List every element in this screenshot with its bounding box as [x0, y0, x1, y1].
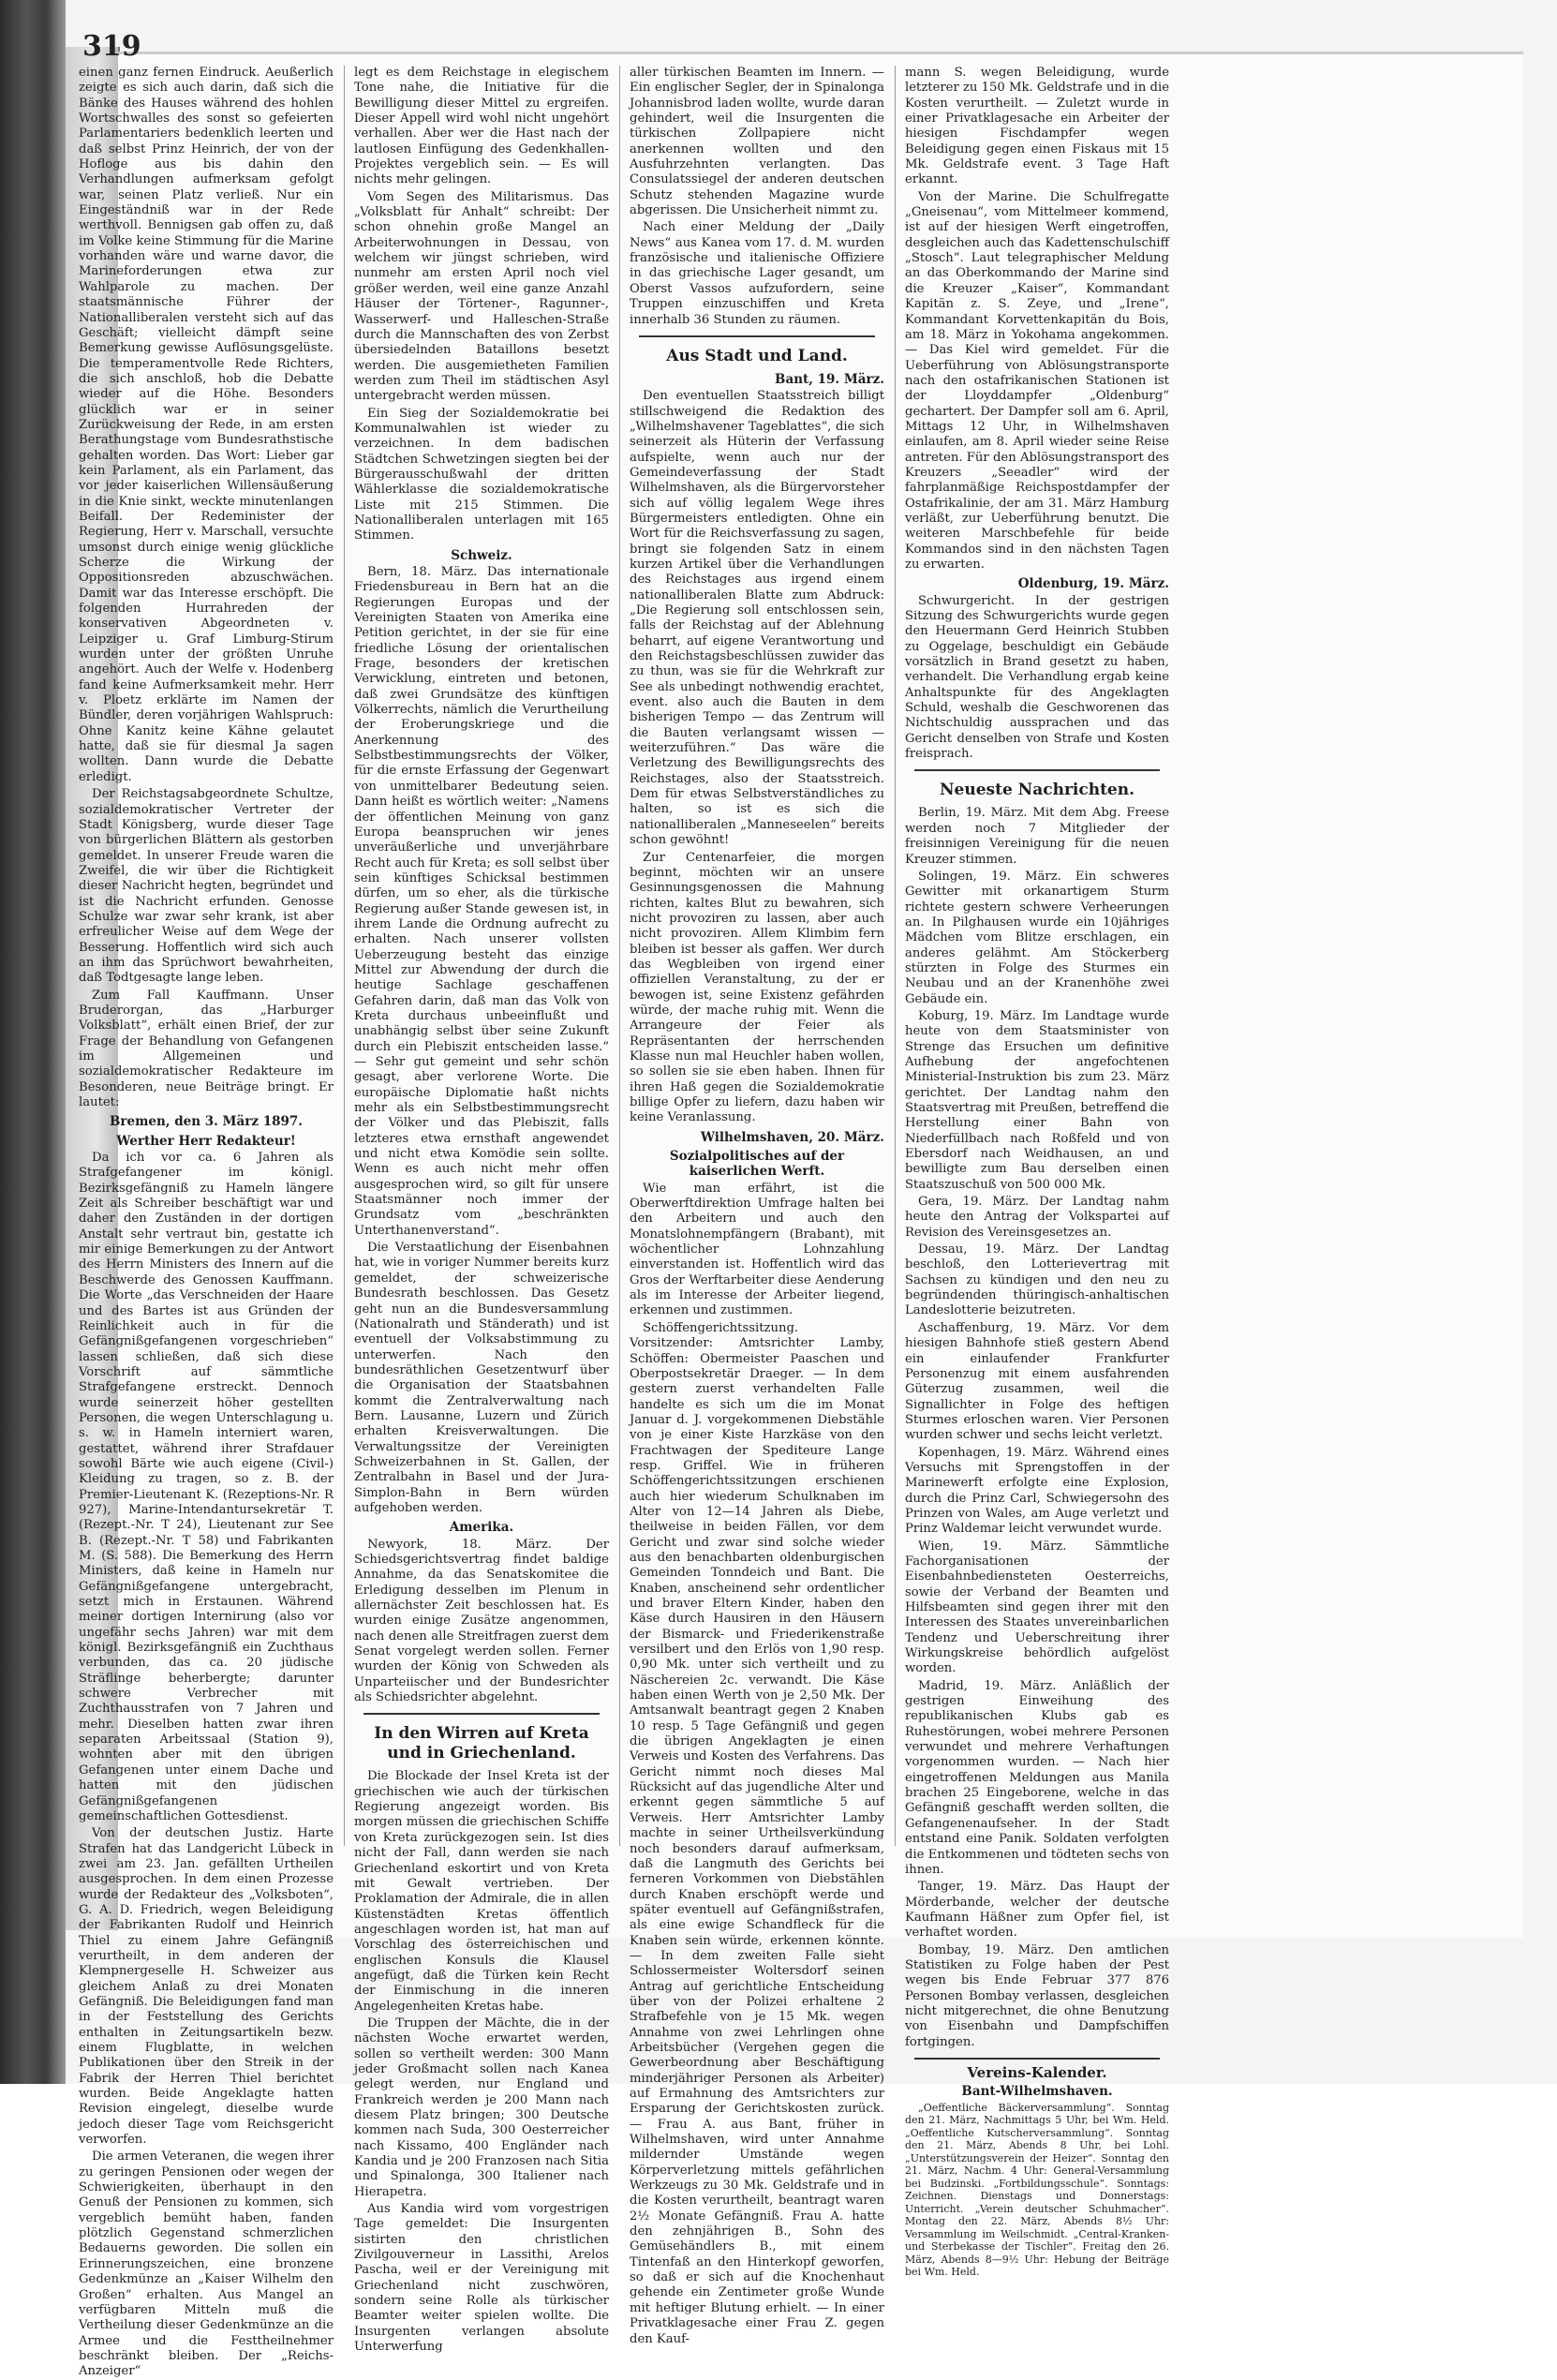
article-paragraph: Wie man erfährt, ist die Oberwerftdirektion Umfrage halten bei den Arbeitern und auch den Monatslohnempfängern (Brabant), mit wöchentlicher Lohnzahlung einverstanden ist. Hoffentlich wird das Gros der Werftarbeiter diese Aenderung als im Interesse der Arbeiter liegend, erkennen und zustimmen.: [630, 1181, 884, 1318]
article-paragraph: Vom Segen des Militarismus. Das „Volksblatt für Anhalt“ schreibt: Der schon ohnehin große Mangel an Arbeiterwohnungen in Dessau, von welchem wir jüngst schrieben, wird nunmehr am ersten April noch viel größer werden, weil eine ganze Anzahl Häuser der Törtener-, Ragunner-, Wasserwerf- und Halleschen-Straße durch die Mannschaften des von Zerbst übersiedelnden Bataillons besetzt werden. Die ausgemietheten Familien werden zum Theil im städtischen Asyl untergebracht werden müssen.: [354, 189, 609, 404]
letter-dateline: Bremen, den 3. März 1897.: [110, 1114, 303, 1130]
article-paragraph: Die Truppen der Mächte, die in der nächsten Woche erwartet werden, sollen so vertheilt werden: 300 Mann jeder Großmacht sollen nach Kanea gelegt werden, nur England und Frankreich werden je 200 Mann nach diesem Platz bringen; 300 Deutsche kommen nach Suda, 300 Oesterreicher nach Kissamo, 400 Engländer nach Kandia und je 200 Franzosen nach Sitia und Spinalonga, 300 Italiener nach Hierapetra.: [354, 2016, 609, 2199]
news-item: Madrid, 19. März. Anläßlich der gestrigen Einweihung des republikanischen Klubs gab es Ruhestörungen, wobei mehrere Personen verwundet und mehrere Verhaftungen vorgenommen wurden. — Nach hier eingetroffenen Meldungen aus Manila brachen 25 Eingeborene, welche in das Gefängniß geschafft werden sollten, die Gefangenenaufseher. In der Stadt entstand eine Panik. Soldaten verfolgten die Entkommenen und tödteten sechs von ihnen.: [905, 1678, 1169, 1877]
divider: [363, 1713, 600, 1715]
article-paragraph: Zum Fall Kauffmann. Unser Bruderorgan, das „Harburger Volksblatt“, erhält einen Brief, der zur Frage der Behandlung von Gefangenen im Allgemeinen und sozialdemokratischer Redakteure im Besonderen, neue Beiträge bringt. Er lautet:: [79, 988, 334, 1110]
calendar-entries: „Oeffentliche Bäckerversammlung“. Sonntag den 21. März, Nachmittags 5 Uhr, bei Wm. Held. „Oeffentliche Kutscherversammlung“. Sonntag den 21. März, Abends 8 Uhr, bei Lohl. „Unterstützungsverein der Heizer“. Sonntag den 21. März, Nachm. 4 Uhr: General-Versammlung bei Budzinski. „Fortbildungsschule“. Sonntags: Zeichnen. Dienstags und Donnerstags: Unterricht. „Verein deutscher Schuhmacher“. Montag den 22. März, Abends 8½ Uhr: Versammlung im Weilschmidt. „Central-Kranken- und Sterbekasse der Tischler“. Freitag den 26. März, Abends 8—9½ Uhr: Hebung der Beiträge bei Wm. Held.: [905, 2101, 1169, 2279]
column-rule: [619, 66, 620, 1846]
divider: [914, 769, 1160, 771]
article-paragraph: legt es dem Reichstage in elegischem Tone nahe, die Initiative für die Bewilligung dieser Mittel zu ergreifen. Dieser Appell wird wohl nicht ungehört verhallen. Aber wer die Hast nach der lautlosen Einfügung des Gedenkhallen-Projektes vergeblich sein. — Es will nichts mehr gelingen.: [354, 66, 609, 187]
article-paragraph: Der Reichstagsabgeordnete Schultze, sozialdemokratischer Vertreter der Stadt Königsberg, wurde dieser Tage von bürgerlichen Blättern als gestorben gemeldet. In unserer Freude waren die Zweifel, die wir über die Richtigkeit dieser Nachricht hegten, begründet und ist die Nachricht erfunden. Genosse Schulze war zwar sehr krank, ist aber erfreulicher Weise auf dem Wege der Besserung. Hoffentlich wird sich auch an ihm das Sprüchwort bewahrheiten, daß Todtgesagte lange leben.: [79, 787, 334, 986]
subheading: Sozialpolitisches auf der kaiserlichen Werft.: [669, 1149, 845, 1180]
article-paragraph: Newyork, 18. März. Der Schiedsgerichtsvertrag findet baldige Annahme, da das Senatskomitee die Erledigung desselben im Plenum in allernächster Zeit beschlossen hat. Es wurden einige Zusätze angenommen, nach denen alle Streitfragen zuerst dem Senat vorgelegt werden sollen. Ferner wurden der König von Schweden als Unparteiischer und der Bundesrichter als Schiedsrichter abgelehnt.: [354, 1537, 609, 1705]
calendar-heading: Vereins-Kalender.: [967, 2063, 1107, 2081]
section-headline: Aus Stadt und Land.: [666, 346, 848, 365]
letter-salutation: Werther Herr Redakteur!: [116, 1133, 296, 1149]
column-1: [79, 66, 334, 2379]
article-paragraph: Bern, 18. März. Das internationale Friedensbureau in Bern hat an die Regierungen Europas und der Vereinigten Staaten von Amerika eine Petition gerichtet, in der sie für eine friedliche Lösung der orientalischen Frage, besonders der kretischen Verwicklung, eintreten und betonen, daß zwei Grundsätze des künftigen Völkerrechts, nämlich die Verurtheilung der Eroberungskriege und die Anerkennung des Selbstbestimmungsrechts der Völker, für die ernste Erfassung der Gegenwart von unmittelbarer Bedeutung seien. Dann heißt es wörtlich weiter: „Namens der öffentlichen Meinung von ganz Europa beanspruchen wir jenes unveräußerliche und unverjährbare Recht auch für Kreta; es soll selbst über sein künftiges Schicksal bestimmen dürfen, um so eher, als die türkische Regierung außer Stande gewesen ist, in ihrem Lande die Ordnung aufrecht zu erhalten. Nach unserer vollsten Ueberzeugung besteht das einzige Mittel zur Abwendung der durch die heutige Sachlage geschaffenen Gefahren darin, daß man das Volk von Kreta durchaus unbeeinflußt und unabhängig selbst über seine Zukunft durch ein Plebiszit entscheiden lasse.“ — Sehr gut gemeint und sehr schön gesagt, aber verlorene Worte. Die europäische Diplomatie haßt nichts mehr als ein Selbstbestimmungsrecht der Völker und das Plebiszit, falls letzteres etwa ernsthaft angewendet und nicht etwa Komödie sein sollte. Wenn es auch nicht mehr offen ausgesprochen wird, so gilt für unsere Staatsmänner noch immer der Grundsatz vom „beschränkten Unterthanenverstand“.: [354, 565, 609, 1238]
article-paragraph: Zur Centenarfeier, die morgen beginnt, möchten wir an unsere Gesinnungsgenossen die Mahnung richten, kaltes Blut zu bewahren, sich nicht provoziren zu lassen, aber auch nicht provoziren. Allem Klimbim fern bleiben ist besser als gaffen. Wer durch das Wegbleiben von irgend einer offiziellen Veranstaltung, zu der er bewogen ist, seine Existenz gefährden würde, der mache ruhig mit. Wenn die Arrangeure der Feier als Repräsentanten der herrschenden Klasse nun mal Heuchler haben wollen, so sollen sie sie eben haben. Ihnen für ihren Haß gegen die Sozialdemokratie billige Opfer zu liefern, dazu haben wir keine Veranlassung.: [630, 850, 884, 1125]
news-item: Koburg, 19. März. Im Landtage wurde heute von dem Staatsminister von Strenge das Ersuchen um definitive Aufhebung der angefochtenen Ministerial-Instruktion bis zum 23. März gerichtet. Der Landtag nahm den Staatsvertrag mit Preußen, betreffend die Herstellung einer Bahn von Niederfüllbach nach Roßfeld und von Ebersdorf nach Weidhausen, an und bewilligte zum Bau derselben einen Staatszuschuß von 500 000 Mk.: [905, 1008, 1169, 1192]
column-3: [630, 66, 884, 2346]
divider: [639, 335, 875, 337]
article-paragraph: aller türkischen Beamten im Innern. — Ein englischer Segler, der in Spinalonga Johannisbrod laden wollte, wurde daran gehindert, weil die Insurgenten die türkischen Zollpapiere nicht anerkennen wollten und den Ausfuhrzehnten verlangten. Das Consulatssiegel der anderen deutschen Schutz stehenden Magazine wurde abgerissen. Die Unsicherheit nimmt zu.: [630, 66, 884, 218]
divider: [914, 2058, 1160, 2060]
section-heading: Amerika.: [449, 1520, 514, 1536]
news-item: Tanger, 19. März. Das Haupt der Mörderbande, welcher der deutsche Kaufmann Häßner zum Opfer fiel, ist verhaftet worden.: [905, 1880, 1169, 1941]
page-number: 319: [82, 30, 141, 63]
dateline: Oldenburg, 19. März.: [1017, 576, 1169, 592]
section-heading: Schweiz.: [451, 547, 512, 563]
article-paragraph: Den eventuellen Staatsstreich billigt stillschweigend die Redaktion des „Wilhelmshavener Tageblattes“, die sich seinerzeit als Hüterin der Verfassung aufspielte, wenn auch nur der Gemeindeverfassung der Stadt Wilhelmshaven, als die Bürgervorsteher sich auf völlig legalem Wege ihres Bürgermeisters entledigten. Ohne ein Wort für die Reichsverfassung zu sagen, bringt sie folgenden Satz in einem kurzen Artikel über die Verhandlungen des Reichstages aus irgend einem nationalliberalen Blatte zum Abdruck: „Die Regierung soll entschlossen sein, falls der Reichstag auf der Ablehnung beharrt, auf eigene Verantwortung und den Reichstagsbeschlüssen zuwider das zu thun, was sie für die Wehrkraft zur See als unbedingt nothwendig erachtet, event. also auch die Bauten in dem bisherigen Tempo — das Zentrum will die Bauten verlangsamt wissen — weiterzuführen.“ Das wäre die Verletzung des Bewilligungsrechts des Reichstages, also der Staatsstreich. Dem für etwas Selbstverständliches zu halten, so ist es sich die nationalliberalen „Manneseelen“ bereits schon gewöhnt!: [630, 389, 884, 848]
section-headline: Neueste Nachrichten.: [939, 781, 1135, 800]
column-rule: [344, 66, 345, 1846]
article-paragraph: Schöffengerichtssitzung. Vorsitzender: Amtsrichter Lamby, Schöffen: Obermeister Paaschen und Oberpostsekretär Draeger. — In dem gestern zuerst verhandelten Falle handelte es sich um die im Monat Januar d. J. vorgekommenen Diebstähle von je einer Kiste Harzkäse von den Frachtwagen der Spediteure Lange resp. Griffel. Wie in früheren Schöffengerichtssitzungen erschienen auch hier wiederum Schulknaben im Alter von 12—14 Jahren als Diebe, theilweise in beiden Fällen, vor dem Gericht und zwar sind solche wieder aus den benachbarten oldenburgischen Gemeinden Tonndeich und Bant. Die Knaben, anscheinend sehr ordentlicher und braver Eltern Kinder, haben den Käse durch Hausiren in den Häusern der Bismarck- und Friederikenstraße versilbert und den Erlös von 1,90 resp. 0,90 Mk. unter sich vertheilt und zu Näschereien 2c. verwandt. Die Käse haben einen Werth von je 2,50 Mk. Der Amtsanwalt beantragt gegen 2 Knaben 10 resp. 5 Tage Gefängniß und gegen die übrigen Angeklagten je einen Verweis und Kosten des Verfahrens. Das Gericht nimmt noch dieses Mal Rücksicht auf das jugendliche Alter und erkennt gegen sämmtliche 5 auf Verweis. Herr Amtsrichter Lamby machte in seiner Urtheilsverkündung noch besonders darauf aufmerksam, daß die Langmuth des Gerichts bei ferneren Vorkommen von Diebstählen durch Knaben erschöpft werde und später eventuell auf Gefängnißstrafen, als eine ewige Schandfleck für die Knaben sein würde, erkennen könnte. — In dem zweiten Falle sieht Schlossermeister Woltersdorf seinen Antrag auf gerichtliche Entscheidung über von der Polizei erhaltene 2 Strafbefehle von je 15 Mk. wegen Annahme von zwei Lehrlingen ohne Arbeitsbücher (Vergehen gegen die Gewerbeordnung aber Beschäftigung minderjähriger Personen als Arbeiter) auf Ermahnung des Amtsrichters zur Ersparung der Gerichtskosten zurück. — Frau A. aus Bant, früher in Wilhelmshaven, wird unter Annahme mildernder Umstände wegen Körperverletzung mittels gefährlichen Werkzeugs zu 30 Mk. Geldstrafe und in die Kosten verurtheilt, beantragt waren 2½ Monate Gefängniß. Frau A. hatte den zehnjährigen B., Sohn des Gemüsehändlers B., mit einem Tintenfaß an den Hinterkopf geworfen, so daß er sich auf die Knochenhaut gehende ein Zentimeter große Wunde mit heftiger Blutung erhielt. — In einer Privatklagesache einer Frau Z. gegen den Kauf-: [630, 1320, 884, 2346]
dateline: Bant, 19. März.: [775, 371, 884, 387]
calendar-subheading: Bant-Wilhelmshaven.: [961, 2084, 1113, 2100]
column-2: [354, 66, 609, 2355]
article-paragraph: Die armen Veteranen, die wegen ihrer zu geringen Pensionen oder wegen der Schwierigkeiten, überhaupt in den Genuß der Pensionen zu kommen, sich vergeblich bemüht haben, fanden plötzlich Gegenstand schmerzlichen Bedauerns geworden. Die sollen ein Erinnerungszeichen, eine bronzene Gedenkmünze an „Kaiser Wilhelm den Großen“ erhalten. Aus Mangel an verfügbaren Mitteln muß die Vertheilung dieser Gedenkmünze an die Armee und die Festtheilnehmer beschränkt bleiben. Der „Reichs-Anzeiger“: [79, 2149, 334, 2379]
news-item: Kopenhagen, 19. März. Während eines Versuchs mit Sprengstoffen in der Marinewerft erfolgte eine Explosion, durch die Prinz Carl, Schwiegersohn des Prinzen von Wales, am Auge verletzt und Prinz Waldemar leicht verwundet wurde.: [905, 1445, 1169, 1537]
article-paragraph: Ein Sieg der Sozialdemokratie bei Kommunalwahlen ist wieder zu verzeichnen. In dem badischen Städtchen Schwetzingen siegten bei der Bürgerausschußwahl der dritten Wählerklasse die sozialdemokratische Liste mit 215 Stimmen. Die Nationalliberalen unterlagen mit 165 Stimmen.: [354, 406, 609, 543]
article-paragraph: Schwurgericht. In der gestrigen Sitzung des Schwurgerichts wurde gegen den Heuermann Gerd Heinrich Stubben zu Oggelage, beschuldigt ein Gebäude vorsätzlich in Brand gesetzt zu haben, verhandelt. Die Verhandlung ergab keine Anhaltspunkte für des Angeklagten Schuld, weshalb die Geschworenen das Nichtschuldig aussprachen und das Gericht denselben von Strafe und Kosten freisprach.: [905, 593, 1169, 762]
news-item: Aschaffenburg, 19. März. Vor dem hiesigen Bahnhofe stieß gestern Abend ein einlaufender Frankfurter Personenzug mit einem ausfahrenden Güterzug zusammen, weil die Signallichter in Folge des heftigen Sturmes erloschen waren. Vier Personen wurden schwer und sechs leicht verletzt.: [905, 1320, 1169, 1443]
news-item: Gera, 19. März. Der Landtag nahm heute den Antrag der Volkspartei auf Revision des Vereinsgesetzes an.: [905, 1195, 1169, 1240]
article-paragraph: mann S. wegen Beleidigung, wurde letzterer zu 150 Mk. Geldstrafe und in die Kosten verurtheilt. — Zuletzt wurde in einer Privatklagesache ein Arbeiter der hiesigen Fischdampfer wegen Beleidigung gegen einen Fiskaus mit 15 Mk. Geldstrafe event. 3 Tage Haft erkannt.: [905, 66, 1169, 187]
section-headline: In den Wirren auf Kreta und in Griechenland.: [374, 1724, 589, 1763]
news-item: Bombay, 19. März. Den amtlichen Statistiken zu Folge haben der Pest wegen bis Ende Februar 377 876 Personen Bombay verlassen, desgleichen nicht mitgerechnet, die ohne Benutzung von Eisenbahn und Dampfschiffen fortgingen.: [905, 1942, 1169, 2049]
column-4: [905, 66, 1169, 2279]
article-paragraph: Aus Kandia wird vom vorgestrigen Tage gemeldet: Die Insurgenten sistirten den christlichen Zivilgouverneur in Lassithi, Arelos Pascha, weil er der Vereinigung mit Griechenland nicht zuschwören, sondern seine Rolle als türkischer Beamter weiter spielen wollte. Die Insurgenten verlangen absolute Unterwerfung: [354, 2202, 609, 2355]
article-paragraph: Von der deutschen Justiz. Harte Strafen hat das Landgericht Lübeck in zwei am 23. Jan. gefällten Urtheilen ausgesprochen. In dem einen Prozesse wurde der Redakteur des „Volksboten“, G. A. D. Friedrich, wegen Beleidigung der Fabrikanten Rudolf und Heinrich Thiel zu einem Jahre Gefängniß verurtheilt, in dem anderen der Klempnergeselle H. Schweizer aus gleichem Anlaß zu drei Monaten Gefängniß. Die Beleidigungen fand man in der Feststellung des Gerichts enthalten in Zeitungsartikeln bezw. einem Flugblatte, in welchen Publikationen über den Streik in der Fabrik der Herren Thiel berichtet wurden. Beide Angeklagte hatten Revision eingelegt, dieselbe wurde jedoch dieser Tage vom Reichsgericht verworfen.: [79, 1826, 334, 2148]
book-binding: [0, 0, 66, 2084]
article-paragraph: Da ich vor ca. 6 Jahren als Strafgefangener im königl. Bezirksgefängniß zu Hameln längere Zeit als Schreiber beschäftigt war und daher den Zuständen in der dortigen Anstalt sehr vertraut bin, gestatte ich mir einige Bemerkungen zu der Antwort des Herrn Ministers des Innern auf die Beschwerde des Genossen Kauffmann. Die Worte „das Verschneiden der Haare und des Bartes ist aus Gründen der Reinlichkeit auch in für die Gefängnißgefangenen vorgeschrieben“ lassen schließen, daß sich diese Vorschrift auf sämmtliche Strafgefangene erstreckt. Dennoch wurde seinerzeit höher gestellten Personen, die wegen Unterschlagung u. s. w. in Hameln interniert waren, gestattet, während ihrer Strafdauer sowohl Bärte wie auch eigene (Civil-) Kleidung zu tragen, so z. B. der Premier-Lieutenant K. (Rezeptions-Nr. R 927), Marine-Intendantursekretär T. (Rezept.-Nr. T 24), Lieutenant zur See B. (Rezept.-Nr. T 58) und Fabrikanten M. (S. 588). Die Bemerkung des Herrn Ministers, daß keine in Hameln nur Gefängnißgefangene untergebracht, setzt mich in Erstaunen. Während meiner dortigen Internirung (also vor ungefähr sechs Jahren) war mit dem königl. Bezirksgefängniß ein Zuchthaus verbunden, das ca. 20 jüdische Sträflinge beherbergte; darunter schwere Verbrecher mit Zuchthausstrafen von 7 Jahren und mehr. Dieselben hatten zwar ihren separaten Arbeitssaal (Station 9), wohnten aber mit den übrigen Gefangenen unter einem Dache und hatten mit den jüdischen Gefängnißgefangenen gemeinschaftlichen Gottesdienst.: [79, 1151, 334, 1823]
column-rule: [895, 66, 896, 1846]
article-paragraph: Nach einer Meldung der „Daily News“ aus Kanea vom 17. d. M. wurden französische und italienische Offiziere in das griechische Lager gesandt, um Oberst Vassos aufzufordern, seine Truppen einzuschiffen und Kreta innerhalb 36 Stunden zu räumen.: [630, 220, 884, 327]
dateline: Wilhelmshaven, 20. März.: [700, 1129, 884, 1145]
news-item: Wien, 19. März. Sämmtliche Fachorganisationen der Eisenbahnbediensteten Oesterreichs, sowie der Verband der Beamten und Hilfsbeamten sind gegen ihrer mit den Interessen des Staates unvereinbarlichen Tendenz und Ueberschreitung ihrer Wirkungskreise behördlich aufgelöst worden.: [905, 1539, 1169, 1676]
news-item: Dessau, 19. März. Der Landtag beschloß, den Lotterievertrag mit Sachsen zu kündigen und den neu zu begründenden thüringisch-anhaltischen Landeslotterie beizutreten.: [905, 1242, 1169, 1318]
news-item: Berlin, 19. März. Mit dem Abg. Freese werden noch 7 Mitglieder der freisinnigen Vereinigung für die neuen Kreuzer stimmen.: [905, 806, 1169, 867]
article-paragraph: Die Verstaatlichung der Eisenbahnen hat, wie in voriger Nummer bereits kurz gemeldet, der schweizerische Bundesrath beschlossen. Das Gesetz geht nun an die Bundesversammlung (Nationalrath und Ständerath) und ist eventuell der Volksabstimmung zu unterwerfen. Nach den bundesräthlichen Gesetzentwurf über die Organisation der Staatsbahnen kommt die Zentralverwaltung nach Bern. Lausanne, Luzern und Zürich erhalten Kreisverwaltungen. Die Verwaltungssitze der Vereinigten Schweizerbahnen in St. Gallen, der Zentralbahn in Basel und der Jura-Simplon-Bahn in Bern würden aufgehoben werden.: [354, 1241, 609, 1515]
news-item: Solingen, 19. März. Ein schweres Gewitter mit orkanartigem Sturm richtete gestern schwere Verheerungen an. In Pilghausen wurde ein 10jähriges Mädchen vom Blitze erschlagen, ein anderes gelähmt. Am Stöckerberg stürzten in Folge des Sturmes ein Neubau und an der Kranenhöhe zwei Gebäude ein.: [905, 869, 1169, 1006]
article-paragraph: Von der Marine. Die Schulfregatte „Gneisenau“, vom Mittelmeer kommend, ist auf der hiesigen Werft eingetroffen, desgleichen auch das Kadettenschulschiff „Stosch“. Laut telegraphischer Meldung an das Oberkommando der Marine sind die Kreuzer „Kaiser“, Kommandant Kapitän z. S. Zeye, und „Irene“, Kommandant Korvettenkapitän du Bois, am 18. März in Yokohama angekommen. — Das Kiel wird gemeldet. Für die Ueberführung von Ablösungstransporte nach den ostafrikanischen Stationen ist der Lloyddampfer „Oldenburg“ gechartert. Der Dampfer soll am 6. April, Mittags 12 Uhr, in Wilhelmshaven einlaufen, am 8. April wieder seine Reise antreten. Für den Ablösungstransport des Kreuzers „Seeadler“ wird der fahrplanmäßige Reichspostdampfer der Ostafrikalinie, der am 31. März Hamburg verläßt, zur Ueberführung benutzt. Die weiteren Marschbefehle für beide Kommandos sind in den nächsten Tagen zu erwarten.: [905, 189, 1169, 572]
article-paragraph: Die Blockade der Insel Kreta ist der griechischen wie auch der türkischen Regierung angezeigt worden. Bis morgen müssen die griechischen Schiffe von Kreta zurückgezogen sein. Ist dies nicht der Fall, dann werden sie nach Griechenland eskortirt und von Kreta mit Gewalt vertrieben. Der Proklamation der Admirale, die in allen Küstenstädten Kretas öffentlich angeschlagen worden ist, hat man auf Vorschlag des österreichischen und englischen Konsuls die Klausel angefügt, daß die Türken kein Recht der Einmischung in die inneren Angelegenheiten Kretas habe.: [354, 1769, 609, 2014]
article-paragraph: einen ganz fernen Eindruck. Aeußerlich zeigte es sich auch darin, daß sich die Bänke des Hauses während des hohlen Wortschwalles des sonst so gefeierten Parlamentariers bedenklich leerten und daß selbst Prinz Heinrich, der von der Hofloge aus bis dahin den Verhandlungen aufmerksam gefolgt war, seinen Platz verließ. Nur ein Eingeständniß war in der Rede werthvoll. Bennigsen gab offen zu, daß im Volke keine Stimmung für die Marine vorhanden wäre und warne davor, die Marineforderungen etwa zur Wahlparole zu machen. Der staatsmännische Führer der Nationalliberalen versteht sich auf das Geschäft; vielleicht dämpft seine Bemerkung gewisse Auflösungsgelüste. Die temperamentvolle Rede Richters, die sich anschloß, hob die Debatte wieder auf die Höhe. Besonders glücklich war er in seiner Zurückweisung der Rede, in am ersten Berathungstage vom Bundesrathstische gehalten worden. Das Wort: Lieber gar kein Parlament, als ein Parlament, das vor jeder kaiserlichen Willensäußerung in die Knie sinkt, weckte minutenlangen Beifall. Der Redeminister der Regierung, Herr v. Marschall, versuchte umsonst durch einige wenig glückliche Scherze die Wirkung der Oppositionsreden abzuschwächen. Damit war das Interesse erschöpft. Die folgenden Hurrahreden der konservativen Abgeordneten v. Leipziger u. Graf Limburg-Stirum wurden unter der größten Unruhe angehört. Auch der Welfe v. Hodenberg fand keine Aufmerksamkeit mehr. Herr v. Ploetz erklärte im Namen der Bündler, deren vorjährigen Wahlspruch: Ohne Kanitz keine Kähne gelautet hatte, daß sie für diesmal Ja sagen wollten. Dann wurde die Debatte erledigt.: [79, 66, 334, 784]
